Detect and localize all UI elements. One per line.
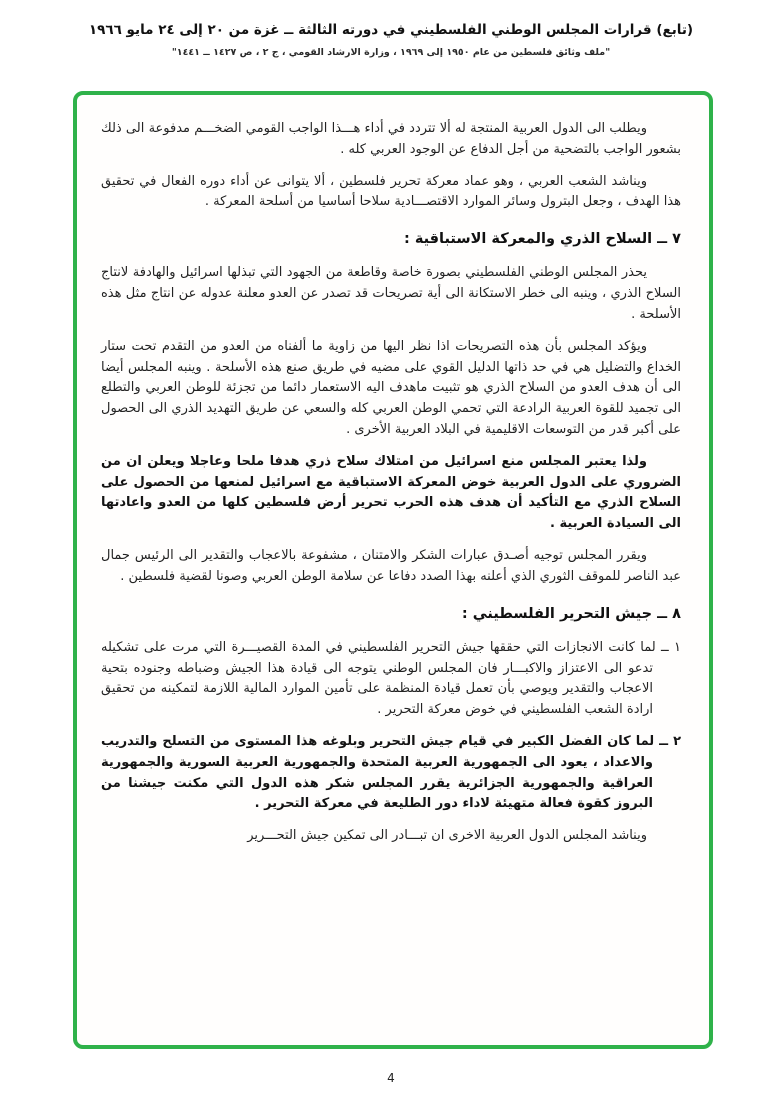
paragraph-warning-israeli-nuclear-efforts: يحذر المجلس الوطني الفلسطيني بصورة خاصة وقاطعة من الجهود التي تبذلها اسرائيل والهادفة لانتاج السلاح الذري ، وينبه الى خطر الاستكانة الى أية تصريحات قد تصدر عن العدو معلنة عدوله عن انتاج مثل هذه الأسلحة .	[101, 265, 681, 322]
section-heading-8-liberation-army: ٨ ــ جيش التحرير الفلسطيني :	[461, 605, 681, 622]
paragraph-arab-people-appeal: ويناشد الشعب العربي ، وهو عماد معركة تحرير فلسطين ، ألا يتوانى عن أداء دوره الفعال في تحقيق هذا الهدف ، وجعل البترول وسائر الموارد الاقتصـــادية سلاحا أساسيا من أسلحة المعركة .	[101, 173, 681, 210]
page-number: 4	[387, 1071, 395, 1085]
document-body	[101, 119, 681, 847]
paragraph-enemy-statements-deception: ويؤكد المجلس بأن هذه التصريحات اذا نظر اليها من زاوية ما ألفناه من العدو من التقدم تحت ستار الخداع والتضليل هي في حد ذاتها الدليل القوي على مضيه في طريق صنع هذه الأسلحة . وينبه المجلس أيضا الى أن هدف العدو من السلاح الذري هو تثبيت ماهدف اليه الاستعمار دائما من تجزئة للوطن العربي والتطلع الى تجميد للقوة العربية الرادعة التي تحمي الوطن العربي كله والسعي عن طريق التهديد الذري الى الحصول على أكبر قدر من التوسعات الاقليمية في البلاد العربية الأخرى .	[101, 338, 681, 437]
green-border-frame	[73, 91, 713, 1049]
list-item-2-thanks-to-states: ٢ ــ لما كان الفضل الكبير في قيام جيش التحرير وبلوغه هذا المستوى من التسلح والتدريب والاعداد ، يعود الى الجمهورية العربية المتحدة والجمهورية العربية السورية والجمهورية العراقية والجمهورية الجزائرية يقرر المجلس شكر هذه الدول التي مكنت جيشنا من البروز كقوة فعالة متهيئة لاداء دور الطليعة في معركة التحرير .	[101, 733, 681, 812]
header-source-citation: "ملف وثائق فلسطين من عام ١٩٥٠ إلى ١٩٦٩ ، وزارة الارشاد القومي ، ج ٢ ، ص ١٤٢٧ ــ ١٤٤١"	[171, 47, 611, 58]
list-item-1-army-achievements: ١ ــ لما كانت الانجازات التي حققها جيش التحرير الفلسطيني في المدة القصيـــرة التي مرت على تشكيله تدعو الى الاعتزاز والاكبـــار فان المجلس الوطني يتوجه الى قيادة هذا الجيش وضباطه وجنوده بتحية الاعجاب والتقدير ويوصي بأن تعمل قيادة المنظمة على تأمين الموارد المالية اللازمة لتمكينه من تحقيق ارادة الشعب الفلسطيني في خوض معركة التحرير .	[101, 639, 681, 718]
section-heading-7-nuclear-weapon: ٧ ــ السلاح الذري والمعركة الاستباقية :	[403, 231, 681, 248]
paragraph-oil-producing-states-duty: ويطلب الى الدول العربية المنتجة له ألا تتردد في أداء هـــذا الواجب القومي الضخـــم مدفوعة الى ذلك بشعور الواجب بالتضحية من أجل الدفاع عن الوجود العربي كله .	[101, 121, 681, 157]
paragraph-preventive-war-declaration: ولذا يعتبر المجلس منع اسرائيل من امتلاك سلاح ذري هدفا ملحا وعاجلا ويعلن ان من الضروري على الدول العربية خوض المعركة الاستباقية مع اسرائيل لمنعها من الحصول على السلاح الذري مع التأكيد أن هدف هذه الحرب تحرير أرض فلسطين كلها من العدو واعادتها الى السيادة العربية .	[101, 453, 681, 532]
header-title: (تابع) قرارات المجلس الوطني الفلسطيني في دورته الثالثة ــ غزة من ٢٠ إلى ٢٤ مايو ١٩٦٦	[88, 22, 694, 38]
paragraph-final-appeal-other-states: ويناشد المجلس الدول العربية الاخرى ان تبـــادر الى تمكين جيش التحـــرير	[247, 828, 647, 844]
paragraph-thanks-to-president-nasser: ويقرر المجلس توجيه أصـدق عبارات الشكر والامتنان ، مشفوعة بالاعجاب والتقدير الى الرئيس جمال عبد الناصر للموقف الثوري الذي أعلنه بهذا الصدد دفاعا عن سلامة الوطن العربي وصونا لقضية فلسطين .	[101, 547, 681, 584]
document-header	[0, 0, 782, 58]
